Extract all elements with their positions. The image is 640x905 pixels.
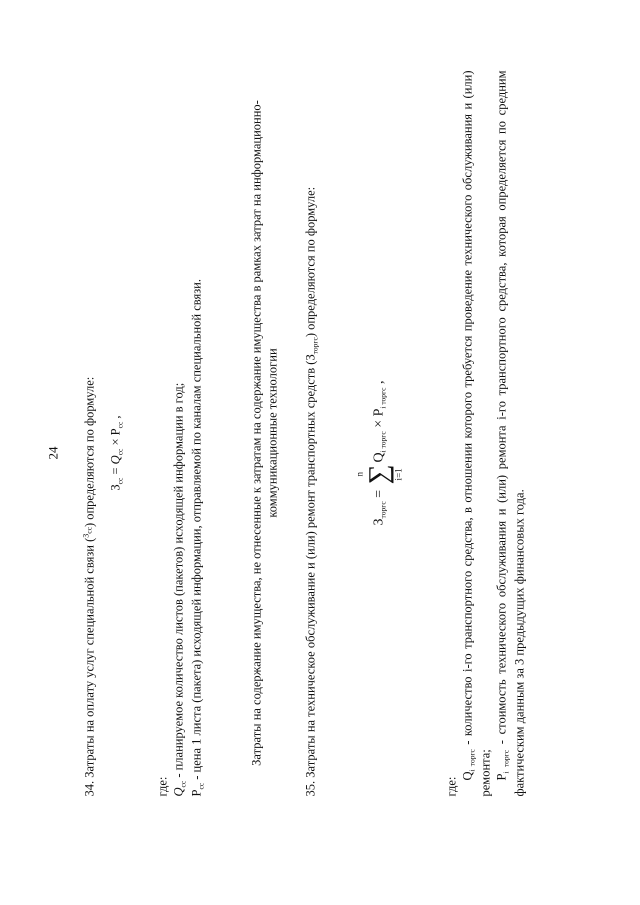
heading-text: 35. Затраты на техническое обслуживание и (или) ремонт транспортных средств ( (303, 360, 317, 796)
formula-q-sub: сс (115, 448, 124, 455)
heading-symbol-sub: торгс (310, 336, 319, 354)
definition-q (459, 70, 493, 796)
sum-lower-limit: i=1 (393, 467, 403, 480)
section-35-heading (302, 70, 320, 796)
formula-equals: = (108, 463, 122, 478)
formula-lhs-sub: торгс (378, 500, 388, 518)
def-text: - стоимость технического обслуживания и (или) ремонта i-го транспортного средства, которая определяется по средним фактическим данным за 3 предыдущих финансовых года. (494, 70, 526, 796)
def-symbol-sub: сс (178, 780, 188, 787)
formula-p: P (371, 408, 387, 416)
heading-text-end: ) определяются по формуле: (303, 186, 317, 337)
heading-text: 34. Затраты на оплату услуг специальной связи ( (82, 537, 97, 796)
where-label: где: (444, 776, 458, 796)
def-symbol-sub: i торгс (501, 749, 511, 774)
heading-symbol: З (303, 353, 317, 361)
formula-p: P (108, 427, 122, 435)
def-text: - планируемое количество листов (пакетов) исходящей информации в год; (171, 382, 186, 781)
formula-equals: = (371, 485, 387, 501)
def-symbol: P (494, 773, 509, 780)
document-page (35, 35, 605, 870)
formula-times: × (371, 415, 387, 431)
formula-end: , (371, 380, 387, 388)
formula-p-sub: i торгс (378, 387, 388, 409)
def-text: - цена 1 листа (пакета) исходящей информации, отправляемой по каналам специальной связи. (189, 278, 203, 783)
def-text: - количество i-го транспортного средства, в отношении которого требуется проведение технического обслуживания и (или) ремонта; (460, 70, 492, 796)
section-title: Затраты на содержание имущества, не отнесенные к затратам на содержание имущества в рамках затрат на информационно-коммуникационные технологии (249, 99, 280, 766)
section-34-definitions (154, 70, 206, 796)
section-35-definitions (443, 70, 527, 796)
formula-times: × (108, 434, 122, 449)
formula-p-sub: сс (115, 421, 124, 428)
formula-lhs: З (371, 517, 387, 525)
def-symbol-sub: i торгс (467, 748, 477, 771)
sum-symbol (354, 463, 403, 484)
heading-text-end: ) определяются по формуле: (82, 376, 97, 527)
formula-q: Q (108, 454, 122, 464)
def-symbol: Q (460, 770, 475, 780)
section-34-heading (81, 70, 97, 796)
page-number: 24 (45, 446, 60, 459)
def-symbol-sub: сс (196, 782, 205, 790)
definition-p (188, 70, 206, 796)
formula-lhs-sub: сс (115, 477, 124, 484)
sigma-glyph: ∑ (363, 463, 394, 484)
heading-symbol: З (81, 533, 90, 538)
formula-end: , (108, 414, 122, 422)
def-symbol: P (189, 789, 203, 796)
formula-q-sub: i торгс (378, 430, 388, 452)
section-34-formula (107, 35, 125, 870)
formula-lhs: З (108, 483, 122, 491)
def-symbol: Q (171, 786, 186, 796)
definition-q (170, 70, 188, 796)
heading-symbol-sub: сс (84, 526, 93, 534)
section-35-formula (354, 35, 403, 870)
formula-q: Q (371, 451, 387, 462)
sum-upper-limit: n (354, 471, 364, 476)
definition-p (493, 70, 527, 796)
where-label: где: (155, 776, 169, 796)
